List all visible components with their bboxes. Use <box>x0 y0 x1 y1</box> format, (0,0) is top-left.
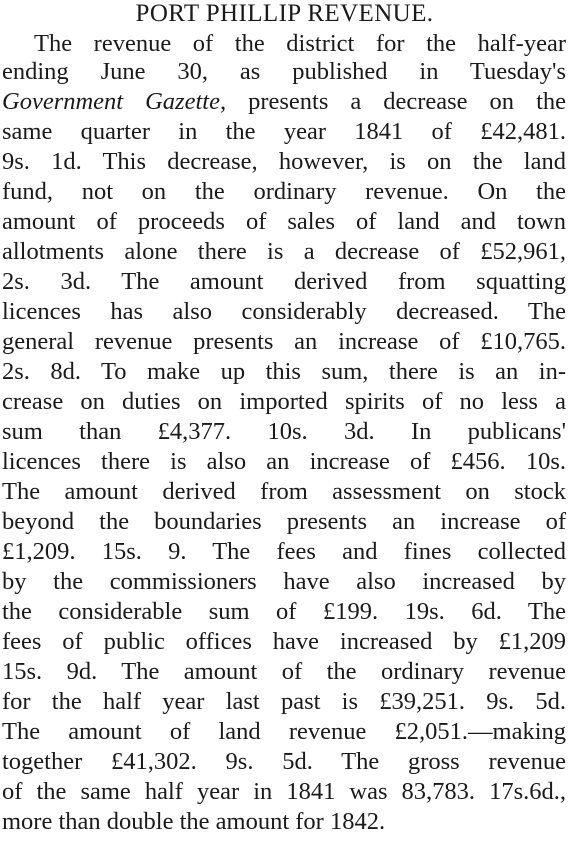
article-line: 15s. 9d. The amount of the ordinary revenue <box>2 658 566 685</box>
article-line: fees of public offices have increased by £1,209 <box>2 628 566 655</box>
article-line: of the same half year in 1841 was 83,783. 17s.6d., <box>2 778 566 805</box>
article-line: ending June 30, as published in Tuesday's <box>2 58 566 85</box>
article-title: PORT PHILLIP REVENUE. <box>135 0 434 27</box>
article-line: 9s. 1d. This decrease, however, is on the land <box>2 148 566 175</box>
article-line: more than double the amount for 1842. <box>2 808 386 835</box>
article-line: £1,209. 15s. 9. The fees and fines collected <box>2 538 566 565</box>
article-line: crease on duties on imported spirits of no less a <box>2 388 566 415</box>
article-line: The revenue of the district for the half-year <box>34 30 566 57</box>
article-line: the considerable sum of £199. 19s. 6d. The <box>2 598 566 625</box>
article-line: general revenue presents an increase of £10,765. <box>2 328 566 355</box>
article-line: licences there is also an increase of £456. 10s. <box>2 448 566 475</box>
gazette-name: Government Gazette, <box>2 88 227 115</box>
article-line: 2s. 8d. To make up this sum, there is an in- <box>2 358 566 385</box>
article-line: by the commissioners have also increased by <box>2 568 566 595</box>
article-line-text: presents a decrease on the <box>226 88 566 115</box>
article-line: fund, not on the ordinary revenue. On the <box>2 178 566 205</box>
article-line <box>2 88 566 116</box>
article-line: for the half year last past is £39,251. 9s. 5d. <box>2 688 566 715</box>
article-line: sum than £4,377. 10s. 3d. In publicans' <box>2 418 566 445</box>
article-line: The amount derived from assessment on stock <box>2 478 566 505</box>
article-line: amount of proceeds of sales of land and town <box>2 208 566 235</box>
article-line: together £41,302. 9s. 5d. The gross revenue <box>2 748 566 775</box>
article-line: The amount of land revenue £2,051.—making <box>2 718 566 745</box>
article-line: licences has also considerably decreased. The <box>2 298 566 325</box>
article-line: 2s. 3d. The amount derived from squatting <box>2 268 566 295</box>
article-line: beyond the boundaries presents an increase of <box>2 508 566 535</box>
article-line: allotments alone there is a decrease of £52,961, <box>2 238 566 265</box>
article-line: same quarter in the year 1841 of £42,481. <box>2 118 566 145</box>
